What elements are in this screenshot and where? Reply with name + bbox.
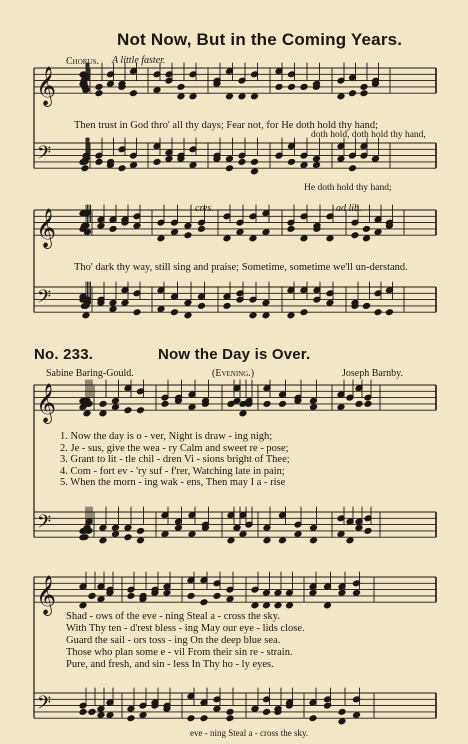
verse-5-line-b: Pure, and fresh, and sin - less In Thy ho - ly eyes. (66, 659, 274, 670)
ad-lib-marking: ad lib. (336, 203, 362, 214)
note-head (88, 709, 96, 716)
note-head (251, 159, 259, 166)
note-head (279, 401, 287, 408)
system1-lyric: Then trust in God thro' all thy days; Fear not, for He doth hold thy hand; (74, 120, 379, 131)
verse-4-line: 4. Com - fort ev - 'ry suf - f'rer, Watching late in pain; (60, 465, 285, 477)
note-head (184, 232, 192, 239)
note-head (139, 712, 147, 719)
note-head (309, 589, 317, 596)
note-head (223, 303, 231, 310)
note-head (251, 705, 259, 712)
note-head (133, 309, 141, 316)
note-head (294, 531, 302, 538)
note-head (338, 589, 346, 596)
note-head (200, 715, 208, 722)
note-head (310, 524, 318, 531)
note-head (99, 524, 107, 531)
note-head (127, 715, 135, 722)
note-head (386, 309, 394, 316)
verse-1-line: 1. Now the day is o - ver, Night is draw - ing nigh; (60, 431, 273, 442)
note-head (275, 84, 283, 91)
note-head (177, 84, 185, 91)
note-head (163, 589, 171, 596)
note-head (337, 404, 345, 411)
note-head (97, 705, 105, 712)
note-head (263, 537, 271, 544)
note-head (326, 235, 334, 242)
note-head (226, 596, 234, 603)
note-head (351, 232, 359, 239)
treble-clef-icon: 𝄞 (36, 208, 57, 249)
note-head (313, 162, 321, 169)
note-head (124, 524, 132, 531)
note-head (99, 537, 107, 544)
note-head (310, 404, 318, 411)
note-head (363, 226, 371, 233)
verse-4-line-b: Those who plan some e - vil From their sin re - strain. (66, 647, 293, 658)
hymn-number: No. 233. (34, 346, 94, 363)
treble-clef-icon: 𝄞 (36, 575, 57, 616)
system1-echo: doth hold, doth hold thy hand, (311, 130, 426, 140)
note-head (109, 306, 117, 313)
verse-1-line-b: Shad - ows of the eve - ning Steal a - cross the sky. (66, 611, 280, 622)
note-head (279, 537, 287, 544)
verse-2-line: 2. Je - sus, give the wea - ry Calm and sweet re - pose; (60, 442, 289, 454)
note-head (249, 312, 257, 319)
note-head (287, 226, 295, 233)
note-head (338, 718, 346, 725)
note-head (213, 705, 221, 712)
note-head (360, 84, 368, 91)
hymn-title: Now the Day is Over. (158, 346, 311, 363)
note-head (338, 709, 346, 716)
note-head (88, 593, 96, 600)
note-head (109, 299, 117, 306)
note-head (130, 90, 138, 97)
note-head (175, 524, 183, 531)
note-head (127, 593, 135, 600)
note-head (171, 309, 179, 316)
note-head (288, 84, 296, 91)
note-head (226, 709, 234, 716)
note-head (324, 602, 332, 609)
note-head (188, 531, 196, 538)
note-head (372, 155, 380, 162)
note-head (364, 528, 372, 535)
note-head (286, 589, 294, 596)
note-head (263, 401, 271, 408)
note-head (153, 87, 161, 94)
note-head (95, 90, 103, 97)
tempo-marking: A little faster. (112, 55, 166, 66)
note-head (251, 602, 259, 609)
verse-3-line: 3. Grant to lit - tle chil - dren Vi - sions bright of Thee; (60, 454, 290, 465)
note-head (236, 229, 244, 236)
note-head (188, 404, 196, 411)
note-head (310, 537, 318, 544)
verse-3-line-b: Guard the sail - ors toss - ing On the deep blue sea. (66, 635, 281, 646)
note-head (99, 401, 107, 408)
note-head (118, 165, 126, 172)
note-head (95, 84, 103, 91)
note-head (213, 593, 221, 600)
note-head (326, 299, 334, 306)
chorus-label: Chorus. (66, 56, 99, 67)
note-head (127, 705, 135, 712)
note-head (300, 84, 308, 91)
note-head (130, 162, 138, 169)
bass-clef-icon: 𝄢 (37, 511, 52, 537)
note-head (262, 312, 270, 319)
note-head (198, 303, 206, 310)
note-head (79, 602, 87, 609)
note-head (112, 524, 120, 531)
note-head (187, 715, 195, 722)
note-head (112, 397, 120, 404)
note-head (171, 229, 179, 236)
note-head (226, 93, 234, 100)
note-head (346, 537, 354, 544)
note-head (364, 401, 372, 408)
note-head (363, 235, 371, 242)
note-head (238, 159, 246, 166)
note-head (83, 410, 91, 417)
note-head (97, 222, 105, 229)
note-head (263, 589, 271, 596)
note-head (310, 397, 318, 404)
note-head (226, 715, 234, 722)
note-head (97, 596, 105, 603)
note-head (133, 222, 141, 229)
note-head (82, 312, 90, 319)
composer: Joseph Barnby. (342, 368, 404, 379)
note-head (262, 229, 270, 236)
note-head (286, 602, 294, 609)
note-head (349, 90, 357, 97)
note-head (107, 80, 115, 87)
note-head (165, 155, 173, 162)
note-head (262, 299, 270, 306)
note-head (263, 524, 271, 531)
bass-clef-icon: 𝄢 (37, 142, 52, 168)
note-head (189, 162, 197, 169)
bass-clef-icon: 𝄢 (37, 286, 52, 312)
bass-clef-icon: 𝄢 (37, 692, 52, 718)
note-head (137, 537, 145, 544)
note-head (355, 401, 363, 408)
note-head (251, 168, 259, 175)
note-head (374, 229, 382, 236)
note-head (355, 524, 363, 531)
system2-lyric: Tho' dark thy way, still sing and praise; Sometime, sometime we'll un-derstand. (74, 262, 408, 273)
note-head (274, 602, 282, 609)
note-head (337, 93, 345, 100)
note-head (137, 407, 145, 414)
bottom-echo: eve - ning Steal a - cross the sky. (190, 728, 309, 738)
note-head (239, 410, 247, 417)
note-head (153, 159, 161, 166)
note-head (263, 709, 271, 716)
system1-bass-echo: He doth hold thy hand; (304, 183, 392, 193)
note-head (161, 401, 169, 408)
note-head (263, 602, 271, 609)
note-head (124, 534, 132, 541)
note-head (353, 712, 361, 719)
note-head (337, 531, 345, 538)
note-head (300, 235, 308, 242)
note-head (226, 165, 234, 172)
treble-clef-icon: 𝄞 (36, 383, 57, 424)
note-head (184, 222, 192, 229)
note-head (112, 531, 120, 538)
note-head (309, 715, 317, 722)
note-head (187, 593, 195, 600)
note-head (112, 404, 120, 411)
note-head (109, 226, 117, 233)
note-head (161, 531, 169, 538)
note-head (184, 299, 192, 306)
note-head (300, 309, 308, 316)
note-head (226, 155, 234, 162)
note-head (200, 599, 208, 606)
verse-2-line-b: With Thy ten - d'rest bless - ing May our eye - lids close. (66, 623, 305, 634)
note-head (189, 93, 197, 100)
note-head (287, 312, 295, 319)
note-head (81, 165, 89, 172)
author: Sabine Baring-Gould. (46, 368, 134, 379)
note-head (184, 312, 192, 319)
note-head (337, 155, 345, 162)
subtitle: (Evening.) (212, 368, 255, 379)
note-head (223, 235, 231, 242)
note-head (239, 531, 247, 538)
note-head (349, 165, 357, 172)
note-head (79, 709, 87, 716)
note-head (227, 537, 235, 544)
note-head (124, 407, 132, 414)
note-head (95, 159, 103, 166)
note-head (233, 524, 241, 531)
note-head (157, 235, 165, 242)
note-head (313, 155, 321, 162)
note-head (251, 93, 259, 100)
note-head (137, 528, 145, 535)
note-head (249, 235, 257, 242)
note-head (238, 93, 246, 100)
chorus-title: Not Now, But in the Coming Years. (117, 30, 403, 49)
note-head (121, 299, 129, 306)
note-head (360, 90, 368, 97)
note-head (97, 712, 105, 719)
note-head (106, 712, 114, 719)
treble-clef-icon: 𝄞 (36, 66, 57, 107)
note-head (374, 309, 382, 316)
note-head (157, 306, 165, 313)
note-head (198, 226, 206, 233)
cres-marking: cres. (195, 203, 214, 214)
note-head (274, 589, 282, 596)
note-head (363, 303, 371, 310)
note-head (177, 93, 185, 100)
verse-5-line: 5. When the morn - ing wak - ens, Then may I a - rise (60, 477, 286, 488)
note-head (353, 589, 361, 596)
note-head (99, 410, 107, 417)
note-head (288, 159, 296, 166)
note-head (300, 162, 308, 169)
